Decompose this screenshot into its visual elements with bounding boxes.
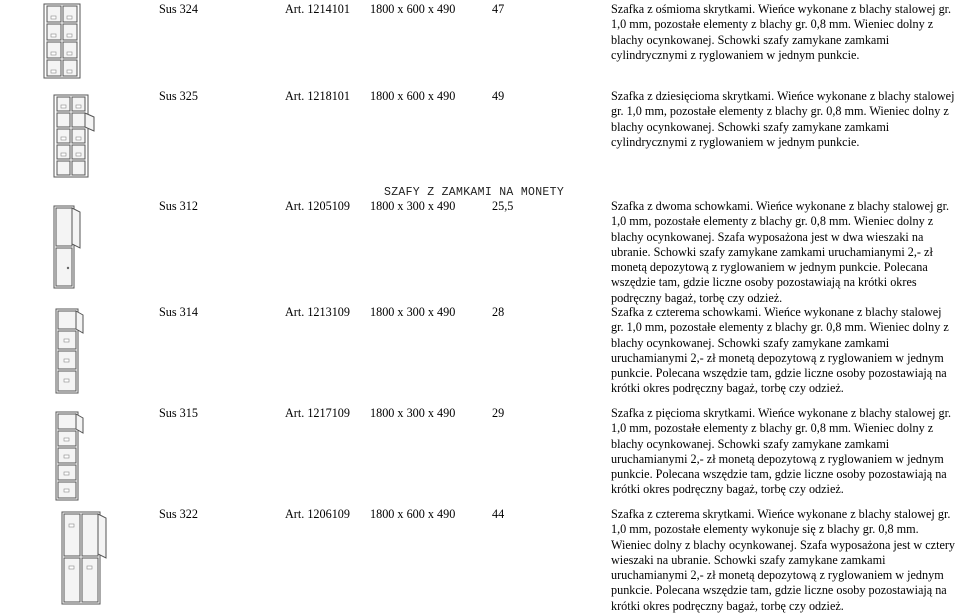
weight: 47: [492, 2, 505, 16]
product-code: Sus 314: [159, 305, 198, 319]
weight: 49: [492, 89, 505, 103]
product-code: Sus 324: [159, 2, 198, 16]
coin-locker-4-compartments-image: [52, 307, 86, 395]
section-title: SZAFY Z ZAMKAMI NA MONETY: [384, 186, 565, 199]
article-number: Art. 1205109: [285, 199, 350, 213]
article-number: Art. 1206109: [285, 507, 350, 521]
article-number: Art. 1214101: [285, 2, 350, 16]
coin-locker-5-compartments-image: [52, 410, 86, 502]
dimensions: 1800 x 300 x 490: [370, 406, 456, 420]
weight: 28: [492, 305, 505, 319]
product-code: Sus 325: [159, 89, 198, 103]
coin-locker-4-compartments-wide-image: [58, 510, 110, 606]
description: Szafka z czterema skrytkami. Wieńce wykonane z blachy stalowej gr. 1,0 mm, pozostałe elementy wykonuje się z blachy gr. 0,8 mm. Wieniec dolny z blachy ocynkowanej. Szafa wyposażona jest w cztery wieszaki na ubranie. Schowki szafy zamykane zamkami uruchamianymi 2,- zł monetą depozytową z ryglowaniem w jednym punkcie. Polecana wszędzie tam, gdzie liczne osoby pozostawiają na krótki okres podręczny bagaż, torbę czy odzież.: [611, 507, 956, 613]
locker-10-compartments-image: [50, 93, 100, 179]
article-number: Art. 1218101: [285, 89, 350, 103]
product-code: Sus 315: [159, 406, 198, 420]
article-number: Art. 1217109: [285, 406, 350, 420]
coin-locker-2-compartments-image: [50, 204, 84, 290]
dimensions: 1800 x 300 x 490: [370, 199, 456, 213]
description: Szafka z pięcioma skrytkami. Wieńce wykonane z blachy stalowej gr. 1,0 mm, pozostałe elementy z blachy gr. 0,8 mm. Wieniec dolny z blachy ocynkowanej. Schowki szafy zamykane zamkami uruchamianymi 2,- zł monetą depozytową z ryglowaniem w jednym punkcie. Polecana wszędzie tam, gdzie liczne osoby pozostawiają na krótki okres podręczny bagaż, torbę czy odzież.: [611, 406, 952, 497]
dimensions: 1800 x 300 x 490: [370, 305, 456, 319]
weight: 25,5: [492, 199, 514, 213]
dimensions: 1800 x 600 x 490: [370, 2, 456, 16]
description: Szafka z dziesięcioma skrytkami. Wieńce wykonane z blachy stalowej gr. 1,0 mm, pozostałe elementy z blachy gr. 0,8 mm. Wieniec dolny z blachy ocynkowanej. Schowki szafy zamykane zamkami cylindrycznymi z ryglowaniem w jednym punkcie.: [611, 89, 955, 149]
weight: 29: [492, 406, 505, 420]
locker-8-compartments-image: [42, 2, 82, 80]
product-code: Sus 312: [159, 199, 198, 213]
dimensions: 1800 x 600 x 490: [370, 89, 456, 103]
product-code: Sus 322: [159, 507, 198, 521]
weight: 44: [492, 507, 505, 521]
description: Szafka z dwoma schowkami. Wieńce wykonane z blachy stalowej gr. 1,0 mm, pozostałe elementy z blachy gr. 0,8 mm. Wieniec dolny z blachy ocynkowanej. Szafa wyposażona jest w dwa wieszaki na ubranie. Schowki szafy zamykane zamkami uruchamianymi 2,- zł monetą depozytową z ryglowaniem w jednym punkcie. Polecana wszędzie tam, gdzie liczne osoby pozostawiają na krótki okres podręczny bagaż, torbę czy odzież.: [611, 199, 950, 305]
article-number: Art. 1213109: [285, 305, 350, 319]
description: Szafka z czterema schowkami. Wieńce wykonane z blachy stalowej gr. 1,0 mm, pozostałe elementy z blachy gr. 0,8 mm. Wieniec dolny z blachy ocynkowanej. Schowki szafy zamykane zamkami uruchamianymi 2,- zł monetą depozytową z ryglowaniem w jednym punkcie. Polecana wszędzie tam, gdzie liczne osoby pozostawiają na krótki okres podręczny bagaż, torbę czy odzież.: [611, 305, 949, 396]
description: Szafka z ośmioma skrytkami. Wieńce wykonane z blachy stalowej gr. 1,0 mm, pozostałe elementy z blachy gr. 0,8 mm. Wieniec dolny z blachy ocynkowanej. Schowki szafy zamykane zamkami cylindrycznymi z ryglowaniem w jednym punkcie.: [611, 2, 952, 62]
dimensions: 1800 x 600 x 490: [370, 507, 456, 521]
